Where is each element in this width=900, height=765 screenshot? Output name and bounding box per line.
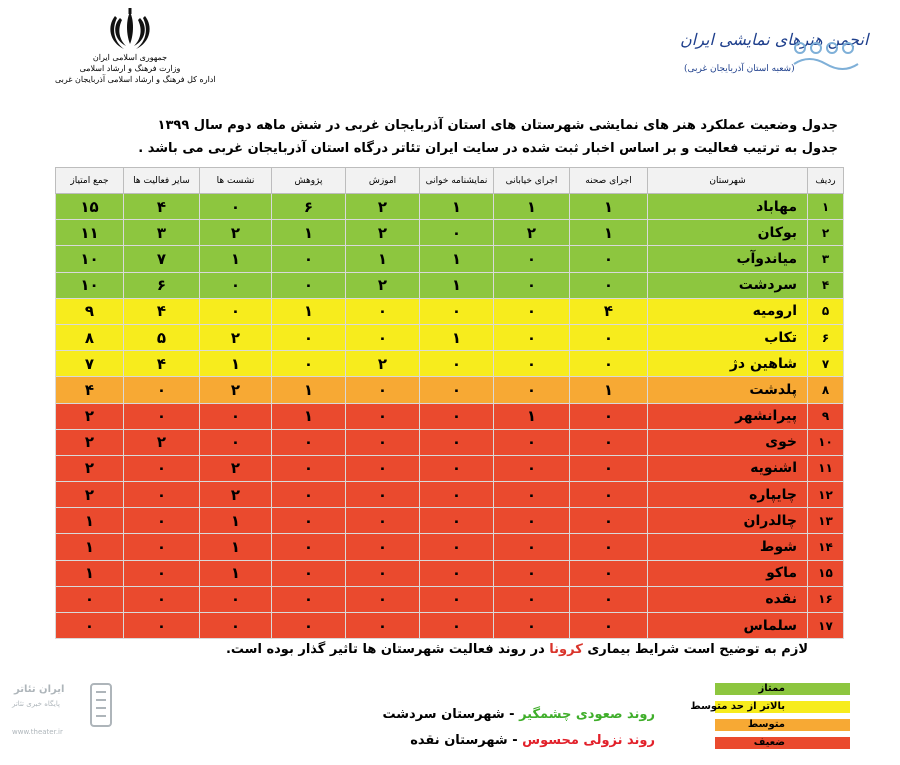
research-count: ۰ [272, 534, 346, 560]
table-row [56, 246, 844, 272]
city-name: تکاب [648, 324, 808, 350]
header-row-number: ردیف [808, 168, 844, 194]
education-count: ۰ [346, 613, 420, 639]
education-count: ۱ [346, 246, 420, 272]
table-row [56, 351, 844, 377]
stage-count: ۰ [570, 324, 648, 350]
total-score: ۰ [56, 586, 124, 612]
research-count: ۱ [272, 220, 346, 246]
sessions-count: ۱ [200, 560, 272, 586]
other-count: ۲ [124, 429, 200, 455]
research-count: ۰ [272, 613, 346, 639]
watermark-url: www.theater.ir [12, 728, 63, 736]
reading-count: ۱ [420, 246, 494, 272]
research-count: ۰ [272, 586, 346, 612]
city-name: سردشت [648, 272, 808, 298]
research-count: ۰ [272, 324, 346, 350]
city-name: چالدران [648, 508, 808, 534]
row-number: ۱ [808, 194, 844, 220]
total-score: ۲ [56, 482, 124, 508]
header-sessions: نشست ها [200, 168, 272, 194]
city-name: مهاباد [648, 194, 808, 220]
header-research: پژوهش [272, 168, 346, 194]
education-count: ۰ [346, 324, 420, 350]
city-name: پیرانشهر [648, 403, 808, 429]
table-row [56, 482, 844, 508]
table-row [56, 220, 844, 246]
emblem-line: جمهوری اسلامی ایران [92, 53, 168, 62]
watermark-sub: پایگاه خبری تئاتر [12, 700, 60, 708]
city-name: اشنویه [648, 455, 808, 481]
trend-down-city: - شهرستان نقده [410, 733, 523, 748]
header-other: سایر فعالیت ها [124, 168, 200, 194]
total-score: ۱۵ [56, 194, 124, 220]
stage-count: ۰ [570, 508, 648, 534]
table-row [56, 586, 844, 612]
other-count: ۵ [124, 324, 200, 350]
education-count: ۲ [346, 351, 420, 377]
education-count: ۲ [346, 220, 420, 246]
reading-count: ۰ [420, 403, 494, 429]
legend-item [715, 737, 850, 749]
legend-label: ممتاز [758, 683, 785, 694]
reading-count: ۰ [420, 613, 494, 639]
association-logo-block [680, 26, 869, 96]
reading-count: ۱ [420, 324, 494, 350]
reading-count: ۰ [420, 508, 494, 534]
street-count: ۰ [494, 377, 570, 403]
other-count: ۷ [124, 246, 200, 272]
other-count: ۰ [124, 613, 200, 639]
header-street: اجرای خیابانی [494, 168, 570, 194]
table-row [56, 324, 844, 350]
row-number: ۱۳ [808, 508, 844, 534]
education-count: ۲ [346, 194, 420, 220]
street-count: ۰ [494, 613, 570, 639]
reading-count: ۰ [420, 429, 494, 455]
stage-count: ۴ [570, 298, 648, 324]
stage-count: ۰ [570, 534, 648, 560]
street-count: ۰ [494, 324, 570, 350]
city-name: نقده [648, 586, 808, 612]
sessions-count: ۲ [200, 220, 272, 246]
legend-item [690, 701, 850, 713]
total-score: ۱۰ [56, 272, 124, 298]
research-count: ۱ [272, 377, 346, 403]
other-count: ۳ [124, 220, 200, 246]
row-number: ۱۰ [808, 429, 844, 455]
row-number: ۸ [808, 377, 844, 403]
education-count: ۰ [346, 508, 420, 534]
total-score: ۴ [56, 377, 124, 403]
row-number: ۲ [808, 220, 844, 246]
total-score: ۱ [56, 534, 124, 560]
other-count: ۰ [124, 560, 200, 586]
reading-count: ۰ [420, 220, 494, 246]
sessions-count: ۲ [200, 482, 272, 508]
page-title: جدول وضعیت عملکرد هنر های نمایشی شهرستان های استان آذربایجان غربی در شش ماهه دوم سال ۱۳۹۹ [157, 118, 838, 133]
reading-count: ۰ [420, 586, 494, 612]
city-name: خوی [648, 429, 808, 455]
total-score: ۱ [56, 508, 124, 534]
row-number: ۱۷ [808, 613, 844, 639]
header-reading: نمایشنامه خوانی [420, 168, 494, 194]
other-count: ۰ [124, 508, 200, 534]
education-count: ۰ [346, 534, 420, 560]
reading-count: ۰ [420, 377, 494, 403]
row-number: ۱۵ [808, 560, 844, 586]
sessions-count: ۰ [200, 586, 272, 612]
education-count: ۰ [346, 482, 420, 508]
trend-down [410, 733, 655, 748]
other-count: ۰ [124, 377, 200, 403]
sessions-count: ۲ [200, 455, 272, 481]
stage-count: ۰ [570, 613, 648, 639]
row-number: ۷ [808, 351, 844, 377]
city-name: بوکان [648, 220, 808, 246]
education-count: ۰ [346, 586, 420, 612]
education-count: ۰ [346, 403, 420, 429]
trend-up-label: روند صعودی چشمگیر [519, 707, 655, 722]
total-score: ۷ [56, 351, 124, 377]
total-score: ۲ [56, 403, 124, 429]
other-count: ۴ [124, 194, 200, 220]
stage-count: ۰ [570, 246, 648, 272]
street-count: ۰ [494, 246, 570, 272]
sessions-count: ۲ [200, 324, 272, 350]
stage-count: ۰ [570, 455, 648, 481]
legend-label: ضعیف [753, 737, 785, 748]
street-count: ۰ [494, 429, 570, 455]
total-score: ۸ [56, 324, 124, 350]
sessions-count: ۰ [200, 403, 272, 429]
ministry-emblem-block [55, 8, 216, 85]
total-score: ۱۰ [56, 246, 124, 272]
other-count: ۰ [124, 482, 200, 508]
research-count: ۱ [272, 403, 346, 429]
row-number: ۴ [808, 272, 844, 298]
research-count: ۰ [272, 246, 346, 272]
reading-count: ۰ [420, 298, 494, 324]
stage-count: ۱ [570, 377, 648, 403]
trend-up [382, 707, 655, 722]
street-count: ۰ [494, 508, 570, 534]
other-count: ۰ [124, 455, 200, 481]
education-count: ۰ [346, 377, 420, 403]
reading-count: ۰ [420, 534, 494, 560]
table-row [56, 613, 844, 639]
education-count: ۰ [346, 560, 420, 586]
stage-count: ۱ [570, 194, 648, 220]
sessions-count: ۰ [200, 429, 272, 455]
site-watermark [10, 682, 120, 742]
association-title: انجمن هنرهای نمایشی ایران [680, 30, 869, 49]
reading-count: ۱ [420, 272, 494, 298]
sessions-count: ۱ [200, 534, 272, 560]
row-number: ۱۱ [808, 455, 844, 481]
header-education: اموزش [346, 168, 420, 194]
other-count: ۴ [124, 298, 200, 324]
table-row [56, 272, 844, 298]
other-count: ۶ [124, 272, 200, 298]
note-text: در روند فعالیت شهرستان ها تاثیر گذار بوده است. [225, 642, 550, 657]
research-count: ۰ [272, 482, 346, 508]
stage-count: ۰ [570, 560, 648, 586]
total-score: ۱ [56, 560, 124, 586]
reading-count: ۱ [420, 194, 494, 220]
total-score: ۰ [56, 613, 124, 639]
theater-logo-icon [88, 682, 114, 728]
table-row [56, 455, 844, 481]
total-score: ۱۱ [56, 220, 124, 246]
street-count: ۱ [494, 194, 570, 220]
city-name: میاندوآب [648, 246, 808, 272]
stage-count: ۰ [570, 351, 648, 377]
reading-count: ۰ [420, 351, 494, 377]
sessions-count: ۰ [200, 272, 272, 298]
trend-up-city: - شهرستان سردشت [382, 707, 520, 722]
street-count: ۲ [494, 220, 570, 246]
sessions-count: ۲ [200, 377, 272, 403]
table-row [56, 534, 844, 560]
research-count: ۰ [272, 272, 346, 298]
header-total: جمع امتیاز [56, 168, 124, 194]
city-name: سلماس [648, 613, 808, 639]
table-row [56, 403, 844, 429]
city-name: چایپاره [648, 482, 808, 508]
city-name: شاهین دژ [648, 351, 808, 377]
city-name: پلدشت [648, 377, 808, 403]
table-row [56, 429, 844, 455]
education-count: ۰ [346, 298, 420, 324]
note-highlight: کرونا [549, 642, 583, 657]
other-count: ۰ [124, 403, 200, 429]
table-row [56, 298, 844, 324]
page-subtitle: جدول به ترتیب فعالیت و بر اساس اخبار ثبت شده در سایت ایران تئاتر درگاه استان آذربایجان غربی می باشد . [138, 141, 838, 156]
legend-item [715, 683, 850, 695]
document-header [0, 0, 900, 110]
row-number: ۶ [808, 324, 844, 350]
street-count: ۰ [494, 351, 570, 377]
row-number: ۹ [808, 403, 844, 429]
street-count: ۰ [494, 586, 570, 612]
city-name: شوط [648, 534, 808, 560]
row-number: ۳ [808, 246, 844, 272]
street-count: ۰ [494, 455, 570, 481]
trend-down-label: روند نزولی محسوس [522, 733, 655, 748]
reading-count: ۰ [420, 482, 494, 508]
row-number: ۱۶ [808, 586, 844, 612]
table-row [56, 194, 844, 220]
header-stage: اجرای صحنه [570, 168, 648, 194]
stage-count: ۰ [570, 482, 648, 508]
research-count: ۰ [272, 429, 346, 455]
sessions-count: ۱ [200, 351, 272, 377]
street-count: ۱ [494, 403, 570, 429]
total-score: ۲ [56, 429, 124, 455]
performance-table [55, 167, 844, 639]
emblem-line: اداره کل فرهنگ و ارشاد اسلامی آذربایجان غربی [55, 75, 216, 84]
street-count: ۰ [494, 534, 570, 560]
street-count: ۰ [494, 298, 570, 324]
row-number: ۵ [808, 298, 844, 324]
stage-count: ۰ [570, 272, 648, 298]
reading-count: ۰ [420, 455, 494, 481]
sessions-count: ۱ [200, 508, 272, 534]
street-count: ۰ [494, 482, 570, 508]
association-subtitle: (شعبه استان آذربایجان غربی) [684, 64, 795, 74]
table-row [56, 377, 844, 403]
table-row [56, 508, 844, 534]
research-count: ۰ [272, 508, 346, 534]
table-row [56, 560, 844, 586]
city-name: ارومیه [648, 298, 808, 324]
table-header-row [56, 168, 844, 194]
row-number: ۱۲ [808, 482, 844, 508]
education-count: ۲ [346, 272, 420, 298]
sessions-count: ۱ [200, 246, 272, 272]
watermark-name: ایران تئاتر [14, 684, 65, 695]
other-count: ۰ [124, 534, 200, 560]
corona-note [108, 642, 808, 657]
table-body [56, 194, 844, 639]
research-count: ۰ [272, 560, 346, 586]
stage-count: ۰ [570, 429, 648, 455]
legend-item [715, 719, 850, 731]
research-count: ۱ [272, 298, 346, 324]
street-count: ۰ [494, 560, 570, 586]
stage-count: ۰ [570, 586, 648, 612]
research-count: ۰ [272, 351, 346, 377]
legend-label: متوسط [747, 719, 785, 730]
note-text: لازم به توضیح است شرایط بیماری [582, 642, 808, 657]
header-city: شهرستان [648, 168, 808, 194]
reading-count: ۰ [420, 560, 494, 586]
total-score: ۲ [56, 455, 124, 481]
sessions-count: ۰ [200, 613, 272, 639]
legend-label: بالاتر از حد متوسط [690, 701, 785, 712]
street-count: ۰ [494, 272, 570, 298]
association-logo-icon [792, 40, 860, 76]
other-count: ۴ [124, 351, 200, 377]
research-count: ۰ [272, 455, 346, 481]
education-count: ۰ [346, 429, 420, 455]
stage-count: ۱ [570, 220, 648, 246]
sessions-count: ۰ [200, 194, 272, 220]
other-count: ۰ [124, 586, 200, 612]
research-count: ۶ [272, 194, 346, 220]
city-name: ماکو [648, 560, 808, 586]
row-number: ۱۴ [808, 534, 844, 560]
sessions-count: ۰ [200, 298, 272, 324]
iran-emblem-icon [106, 8, 154, 52]
total-score: ۹ [56, 298, 124, 324]
stage-count: ۰ [570, 403, 648, 429]
education-count: ۰ [346, 455, 420, 481]
emblem-line: وزارت فرهنگ و ارشاد اسلامی [79, 64, 181, 73]
